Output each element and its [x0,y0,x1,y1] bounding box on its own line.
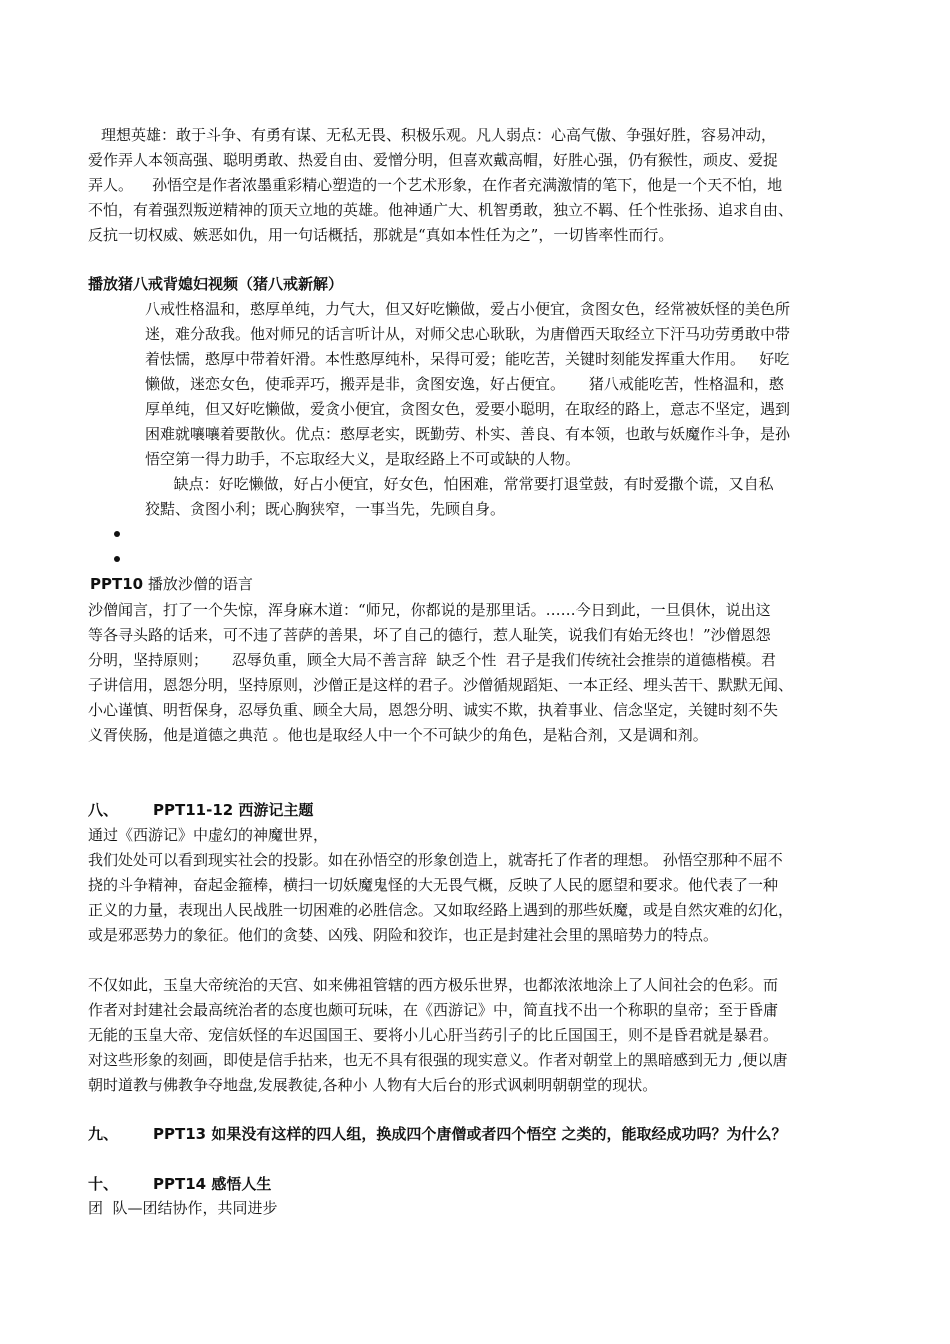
bajie-heading: 播放猪八戒背媳妇视频（猪八戒新解） [88,275,344,293]
section-10-number: 十、 [88,1175,119,1193]
shaseng-line: 分明，坚持原则； 忍辱负重，顾全大局不善言辞 缺乏个性 君子是我们传统社会推崇的道德楷模。君 [88,651,776,669]
bajie-line: 迷，难分敌我。他对师兄的话言听计从，对师父忠心耿耿，为唐僧西天取经立下汗马功劳勇敢中带 [145,325,791,343]
section-10-title: PPT14 感悟人生 [153,1175,272,1193]
shaseng-line: 子讲信用，恩怨分明，坚持原则，沙僧正是这样的君子。沙僧循规蹈矩、一本正经、埋头苦干、默默无闻、 [88,676,794,694]
intro-line: 弄人。 孙悟空是作者浓墨重彩精心塑造的一个艺术形象，在作者充满激情的笔下，他是一个天不怕，地 [88,176,783,194]
section-8-line: 正义的力量，表现出人民战胜一切困难的必胜信念。又如取经路上遇到的那些妖魔，或是自然灾难的幻化， [88,901,794,919]
section-8-line: 作者对封建社会最高统治者的态度也颇可玩味，在《西游记》中，简直找不出一个称职的皇帝；至于昏庸 [88,1001,779,1019]
section-8-paragraph [88,823,888,948]
intro-line: 爱作弄人本领高强、聪明勇敢、热爱自由、爱憎分明，但喜欢戴高帽，好胜心强，仍有猴性，顽皮、爱捉 [88,151,779,169]
section-8-line: 对这些形象的刻画，即使是信手拈来，也无不具有很强的现实意义。作者对朝堂上的黑暗感到无力 ,便以唐 [88,1051,788,1069]
intro-line: 不怕，有着强烈叛逆精神的顶天立地的英雄。他神通广大、机智勇敢，独立不羁、任个性张扬、追求自由、 [88,201,794,219]
bajie-shortcoming-line: 缺点：好吃懒做，好占小便宜，好女色，怕困难，常常要打退堂鼓，有时爱撒个谎，又自私 [145,475,774,493]
section-8-number: 八、 [88,801,119,819]
shaseng-line: 小心谨慎、明哲保身，忍辱负重、顾全大局，恩怨分明、诚实不欺，执着事业、信念坚定，关键时刻不失 [88,701,779,719]
section-8-line: 挠的斗争精神，奋起金箍棒，横扫一切妖魔鬼怪的大无畏气概，反映了人民的愿望和要求。他代表了一种 [88,876,779,894]
shaseng-heading-ppt: PPT10 [90,575,144,593]
bajie-line: 懒做，迷恋女色，使乖弄巧，搬弄是非，贪图安逸，好占便宜。 猪八戒能吃苦，性格温和，憨 [145,375,784,393]
bajie-shortcoming-line: 狡黠、贪图小利；既心胸狭窄，一事当先，先顾自身。 [145,500,506,518]
bajie-line: 悟空第一得力助手，不忘取经大义，是取经路上不可或缺的人物。 [145,450,581,468]
section-8-paragraph-2 [88,973,888,1098]
section-9-title: PPT13 如果没有这样的四人组，换成四个唐僧或者四个悟空 之类的，能取经成功吗？为什么？ [153,1125,787,1143]
section-8-title: PPT11-12 西游记主题 [153,801,314,819]
shaseng-line: 沙僧闻言，打了一个失惊，浑身麻木道：“师兄，你都说的是那里话。……今日到此，一旦俱休，说出这 [88,601,771,619]
intro-line: 理想英雄：敢于斗争、有勇有谋、无私无畏、积极乐观。凡人弱点：心高气傲、争强好胜，容易冲动， [101,126,777,144]
section-8-line: 朝时道教与佛教争夺地盘,发展教徒,各种小 人物有大后台的形式讽刺明朝朝堂的现状。 [88,1076,658,1094]
bajie-line: 厚单纯，但又好吃懒做，爱贪小便宜，贪图女色，爱要小聪明，在取经的路上，意志不坚定，遇到 [145,400,791,418]
section-8-line: 无能的玉皇大帝、宠信妖怪的车迟国国王、要将小儿心肝当药引子的比丘国国王，则不是昏君就是暴君。 [88,1026,779,1044]
shaseng-paragraph [88,598,888,748]
section-8-line: 通过《西游记》中虚幻的神魔世界， [88,826,329,844]
intro-line: 反抗一切权威、嫉恶如仇，用一句话概括，那就是“真如本性任为之”，一切皆率性而行。 [88,226,674,244]
bullet-point [114,531,120,537]
section-8-line: 我们处处可以看到现实社会的投影。如在孙悟空的形象创造上，就寄托了作者的理想。 孙悟空那种不屈不 [88,851,783,869]
shaseng-line: 义胥侠肠，他是道德之典范 。他也是取经人中一个不可缺少的角色，是粘合剂，又是调和剂。 [88,726,708,744]
shaseng-heading [90,572,253,597]
intro-paragraph [88,123,888,248]
section-8-line: 或是邪恶势力的象征。他们的贪婪、凶残、阴险和狡诈，也正是封建社会里的黑暗势力的特点。 [88,926,719,944]
section-8-line: 不仅如此，玉皇大帝统治的天宫、如来佛祖管辖的西方极乐世界，也都浓浓地涂上了人间社会的色彩。而 [88,976,779,994]
bajie-line: 困难就嚷嚷着要散伙。优点：憨厚老实，既勤劳、朴实、善良、有本领，也敢与妖魔作斗争，是孙 [145,425,791,443]
bullet-point [114,556,120,562]
bajie-line: 八戒性格温和，憨厚单纯，力气大，但又好吃懒做，爱占小便宜，贪图女色，经常被妖怪的美色所 [145,300,791,318]
bajie-paragraph [145,297,880,522]
shaseng-line: 等各寻头路的话来，可不违了菩萨的善果，坏了自己的德行，惹人耻笑，说我们有始无终也！”沙僧恩怨 [88,626,771,644]
shaseng-heading-text: 播放沙僧的语言 [143,575,253,593]
section-9-number: 九、 [88,1125,119,1143]
bajie-line: 着怯懦，憨厚中带着奸滑。本性憨厚纯朴，呆得可爱；能吃苦，关键时刻能发挥重大作用。 好吃 [145,350,790,368]
section-10-text: 团 队—团结协作，共同进步 [88,1199,278,1217]
